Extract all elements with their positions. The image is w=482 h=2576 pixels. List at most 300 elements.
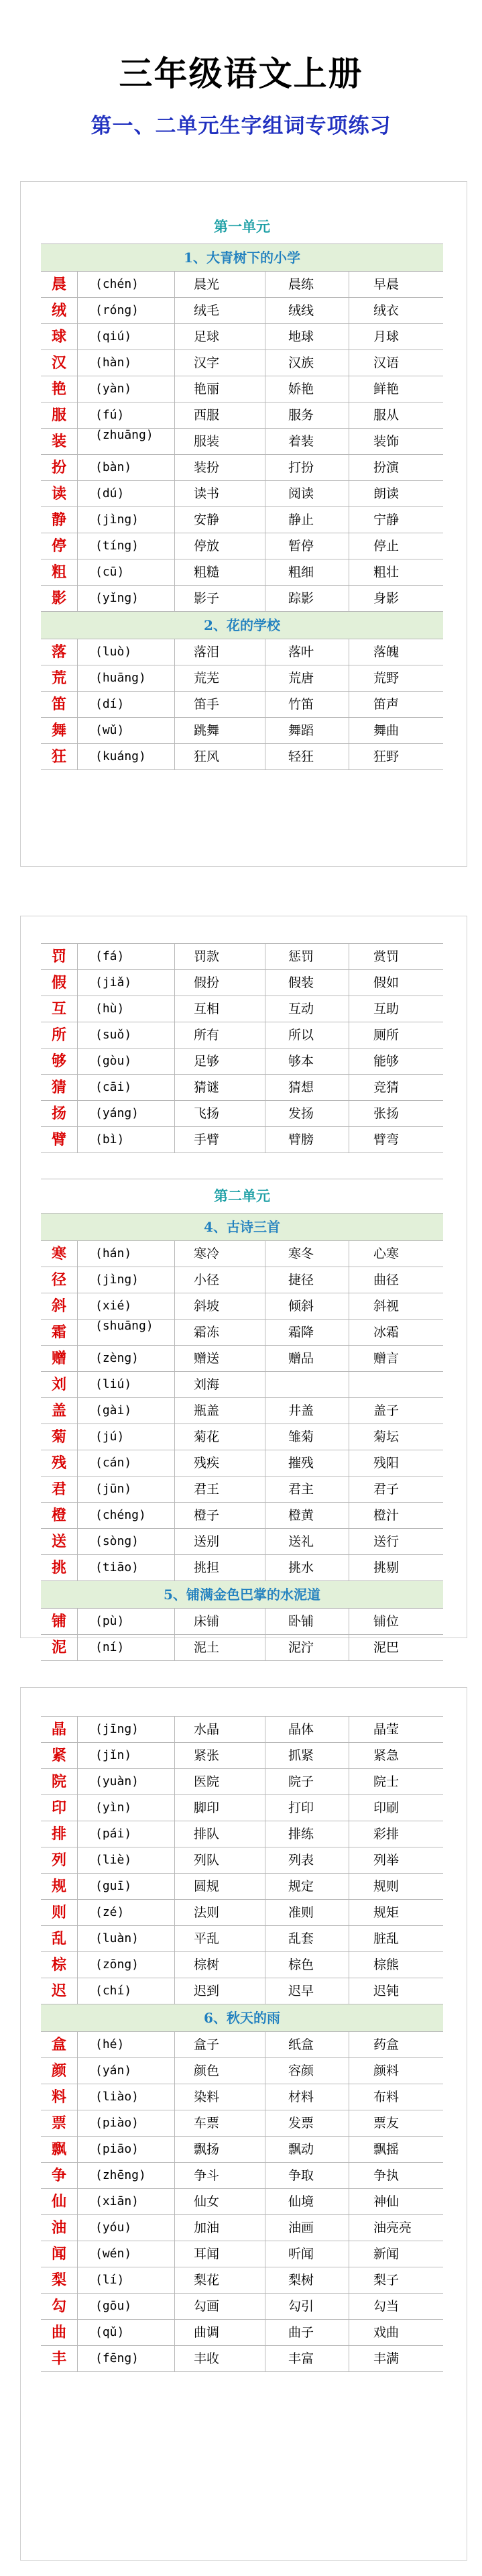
blank-row (41, 1153, 443, 1179)
word-2: 赠品 (265, 1346, 349, 1371)
hanzi-char: 扬 (41, 1101, 78, 1126)
word-1: 耳闻 (175, 2241, 265, 2267)
pinyin: (jīng) (78, 1717, 175, 1742)
hanzi-char: 刘 (41, 1372, 78, 1397)
word-3: 泥巴 (373, 1640, 400, 1655)
hanzi-char: 颜 (41, 2058, 78, 2084)
hanzi-char: 君 (41, 1477, 78, 1502)
hanzi-char: 油 (41, 2215, 78, 2241)
word-3: 鲜艳 (373, 382, 400, 396)
word-1: 车票 (175, 2110, 265, 2136)
word-1: 手臂 (175, 1127, 265, 1152)
word-2: 听闻 (265, 2241, 349, 2267)
word-2: 仙境 (265, 2189, 349, 2214)
vocab-row (41, 2215, 443, 2241)
word-2: 地球 (265, 324, 349, 350)
pinyin: (hàn) (78, 350, 175, 376)
hanzi-char: 够 (41, 1049, 78, 1074)
word-2: 暂停 (265, 533, 349, 559)
vocab-row (41, 324, 443, 350)
word-2: 粗细 (265, 559, 349, 585)
hanzi-char: 绒 (41, 298, 78, 323)
vocab-row (41, 559, 443, 586)
vocab-row (41, 1450, 443, 1477)
word-1: 艳丽 (175, 376, 265, 402)
word-3: 扮演 (373, 460, 400, 475)
pinyin: (suǒ) (78, 1022, 175, 1048)
hanzi-char: 笛 (41, 692, 78, 717)
word-3: 菊坛 (373, 1430, 400, 1444)
vocab-row (41, 481, 443, 507)
vocab-row (41, 1821, 443, 1847)
pinyin: (qiú) (78, 324, 175, 350)
pinyin: (huāng) (78, 665, 175, 691)
hanzi-char: 扮 (41, 455, 78, 480)
word-1: 瓶盖 (175, 1398, 265, 1424)
lesson-heading: 5、铺满金色巴掌的水泥道 (41, 1581, 443, 1609)
vocab-row (41, 2241, 443, 2267)
word-3: 印刷 (373, 1801, 400, 1815)
hanzi-char: 所 (41, 1022, 78, 1048)
word-3 (349, 1372, 443, 1397)
word-2: 静止 (265, 507, 349, 533)
vocab-row (41, 376, 443, 402)
pinyin: (jìng) (78, 1267, 175, 1293)
word-3: 票友 (373, 2116, 400, 2131)
word-1: 迟到 (175, 1978, 265, 2004)
word-1: 足球 (175, 324, 265, 350)
pinyin: (zhuāng) (78, 429, 175, 454)
pinyin: (piào) (78, 2110, 175, 2136)
word-3: 挑剔 (373, 1560, 400, 1575)
vocab-row (41, 1555, 443, 1581)
word-2: 所以 (265, 1022, 349, 1048)
word-1: 曲调 (175, 2320, 265, 2345)
pinyin: (yáng) (78, 1101, 175, 1126)
vocab-row (41, 2346, 443, 2372)
word-3: 竞猜 (373, 1080, 400, 1095)
word-2: 曲子 (265, 2320, 349, 2345)
hanzi-char: 盖 (41, 1398, 78, 1424)
hanzi-char: 印 (41, 1795, 78, 1821)
word-1: 送别 (175, 1529, 265, 1554)
word-3: 互助 (373, 1002, 400, 1016)
word-1: 加油 (175, 2215, 265, 2241)
word-3: 布料 (373, 2090, 400, 2104)
word-3: 丰满 (373, 2351, 400, 2366)
word-2: 寒冬 (265, 1241, 349, 1267)
word-2: 晶体 (265, 1717, 349, 1742)
word-2: 娇艳 (265, 376, 349, 402)
pinyin: (bàn) (78, 455, 175, 480)
word-1: 仙女 (175, 2189, 265, 2214)
word-3: 争执 (373, 2168, 400, 2183)
word-2: 迟早 (265, 1978, 349, 2004)
pinyin: (xiān) (78, 2189, 175, 2214)
pinyin: (wǔ) (78, 718, 175, 743)
vocab-row (41, 586, 443, 612)
pinyin: (liào) (78, 2084, 175, 2110)
hanzi-char: 丰 (41, 2346, 78, 2371)
word-3: 服从 (373, 408, 400, 423)
lesson-heading: 6、秋天的雨 (41, 2004, 443, 2032)
vocab-row (41, 1847, 443, 1874)
hanzi-char: 假 (41, 970, 78, 996)
word-2: 丰富 (265, 2346, 349, 2371)
word-3: 臂弯 (373, 1132, 400, 1147)
vocab-row (41, 1398, 443, 1424)
word-2: 院子 (265, 1769, 349, 1794)
word-1: 紧张 (175, 1743, 265, 1768)
word-2: 轻狂 (265, 744, 349, 769)
word-2: 挑水 (265, 1555, 349, 1580)
hanzi-char: 影 (41, 586, 78, 611)
word-1: 西服 (175, 402, 265, 428)
word-2: 着装 (265, 429, 349, 454)
vocab-row (41, 692, 443, 718)
vocab-row (41, 744, 443, 770)
vocab-row (41, 996, 443, 1022)
vocab-row (41, 1716, 443, 1743)
word-1: 勾画 (175, 2294, 265, 2319)
word-2: 容颜 (265, 2058, 349, 2084)
pinyin: (tíng) (78, 533, 175, 559)
word-3: 张扬 (373, 1106, 400, 1121)
pinyin: (dú) (78, 481, 175, 506)
word-1: 医院 (175, 1769, 265, 1794)
word-1: 罚款 (175, 944, 265, 969)
word-2: 踪影 (265, 586, 349, 611)
hanzi-char: 铺 (41, 1609, 78, 1634)
word-3: 笛声 (373, 697, 400, 712)
vocab-row (41, 2189, 443, 2215)
vocab-row (41, 1127, 443, 1153)
pinyin: (róng) (78, 298, 175, 323)
word-3: 迟钝 (373, 1984, 400, 1998)
pinyin: (kuáng) (78, 744, 175, 769)
word-3: 脏乱 (373, 1931, 400, 1946)
word-1: 橙子 (175, 1503, 265, 1528)
hanzi-char: 粗 (41, 559, 78, 585)
word-1: 残疾 (175, 1450, 265, 1476)
pinyin: (gài) (78, 1398, 175, 1424)
vocab-row (41, 1609, 443, 1635)
hanzi-char: 迟 (41, 1978, 78, 2004)
pinyin: (yóu) (78, 2215, 175, 2241)
vocab-row (41, 533, 443, 559)
word-3: 紧急 (373, 1748, 400, 1763)
word-3: 粗壮 (373, 565, 400, 580)
word-1: 盒子 (175, 2032, 265, 2057)
word-3: 宁静 (373, 513, 400, 527)
hanzi-char: 争 (41, 2163, 78, 2188)
unit-heading: 第一单元 (41, 210, 443, 244)
pinyin: (sòng) (78, 1529, 175, 1554)
hanzi-char: 斜 (41, 1293, 78, 1319)
word-1: 挑担 (175, 1555, 265, 1580)
word-3: 狂野 (373, 749, 400, 764)
vocab-row (41, 2110, 443, 2137)
pinyin: (fá) (78, 944, 175, 969)
vocab-row (41, 2084, 443, 2110)
hanzi-char: 赠 (41, 1346, 78, 1371)
word-3: 彩排 (373, 1827, 400, 1841)
vocab-row (41, 1529, 443, 1555)
word-1: 斜坡 (175, 1293, 265, 1319)
word-2: 绒线 (265, 298, 349, 323)
hanzi-char: 猜 (41, 1075, 78, 1100)
hanzi-char: 泥 (41, 1635, 78, 1660)
word-1: 停放 (175, 533, 265, 559)
pinyin: (luàn) (78, 1926, 175, 1951)
vocab-row (41, 2294, 443, 2320)
hanzi-char: 盒 (41, 2032, 78, 2057)
word-3: 送行 (373, 1534, 400, 1549)
pinyin: (hé) (78, 2032, 175, 2057)
word-3: 规则 (373, 1879, 400, 1894)
vocab-row (41, 429, 443, 455)
word-3: 勾当 (373, 2299, 400, 2314)
word-3: 能够 (373, 1054, 400, 1069)
word-3: 油亮亮 (373, 2220, 412, 2235)
hanzi-char: 服 (41, 402, 78, 428)
hanzi-char: 棕 (41, 1952, 78, 1978)
word-1: 君王 (175, 1477, 265, 1502)
hanzi-char: 乱 (41, 1926, 78, 1951)
word-3: 假如 (373, 975, 400, 990)
hanzi-char: 勾 (41, 2294, 78, 2319)
word-3: 院士 (373, 1774, 400, 1789)
word-1: 汉字 (175, 350, 265, 376)
hanzi-char: 球 (41, 324, 78, 350)
vocab-table-3 (41, 1716, 443, 2372)
vocab-row (41, 2058, 443, 2084)
word-2: 泥泞 (265, 1635, 349, 1660)
word-2: 送礼 (265, 1529, 349, 1554)
vocab-row (41, 1952, 443, 1978)
hanzi-char: 橙 (41, 1503, 78, 1528)
pinyin: (chéng) (78, 1503, 175, 1528)
word-2: 抓紧 (265, 1743, 349, 1768)
word-1: 跳舞 (175, 718, 265, 743)
pinyin: (zhēng) (78, 2163, 175, 2188)
vocab-row (41, 455, 443, 481)
word-1: 争斗 (175, 2163, 265, 2188)
hanzi-char: 晶 (41, 1717, 78, 1742)
pinyin: (chén) (78, 272, 175, 297)
worksheet-page-3 (20, 1687, 467, 2561)
word-3: 晶莹 (373, 1722, 400, 1737)
hanzi-char: 罚 (41, 944, 78, 969)
vocab-row (41, 2163, 443, 2189)
vocab-row (41, 402, 443, 429)
hanzi-char: 晨 (41, 272, 78, 297)
hanzi-char: 径 (41, 1267, 78, 1293)
word-1: 棕树 (175, 1952, 265, 1978)
word-1: 笛手 (175, 692, 265, 717)
vocab-row (41, 1503, 443, 1529)
vocab-row (41, 1372, 443, 1398)
word-3: 厕所 (373, 1028, 400, 1042)
vocab-row (41, 718, 443, 744)
word-2: 橙黄 (265, 1503, 349, 1528)
lesson-heading: 2、花的学校 (41, 612, 443, 639)
vocab-row (41, 1978, 443, 2004)
word-3: 舞曲 (373, 723, 400, 738)
word-3: 飘摇 (373, 2142, 400, 2157)
word-2: 竹笛 (265, 692, 349, 717)
vocab-row (41, 1477, 443, 1503)
word-3: 橙汁 (373, 1508, 400, 1523)
word-3: 残阳 (373, 1456, 400, 1470)
pinyin: (yuàn) (78, 1769, 175, 1794)
hanzi-char: 装 (41, 429, 78, 454)
word-2: 纸盒 (265, 2032, 349, 2057)
vocab-row (41, 1320, 443, 1346)
vocab-row (41, 272, 443, 298)
word-1: 菊花 (175, 1424, 265, 1450)
word-1: 绒毛 (175, 298, 265, 323)
word-1: 狂风 (175, 744, 265, 769)
word-2: 打扮 (265, 455, 349, 480)
word-3: 朗读 (373, 486, 400, 501)
word-1: 颜色 (175, 2058, 265, 2084)
word-3: 停止 (373, 539, 400, 553)
pinyin: (ní) (78, 1635, 175, 1660)
word-2: 臂膀 (265, 1127, 349, 1152)
vocab-table-1 (41, 210, 443, 770)
word-3: 君子 (373, 1482, 400, 1497)
hanzi-char: 院 (41, 1769, 78, 1794)
word-3: 汉语 (373, 356, 400, 370)
pinyin: (jìng) (78, 507, 175, 533)
word-3: 荒野 (373, 671, 400, 686)
word-3: 早晨 (373, 277, 400, 292)
word-1: 平乱 (175, 1926, 265, 1951)
pinyin: (gōu) (78, 2294, 175, 2319)
pinyin: (jiǎ) (78, 970, 175, 996)
page-title: 三年级语文上册 (119, 54, 363, 93)
pinyin: (yàn) (78, 376, 175, 402)
vocab-row (41, 2320, 443, 2346)
word-1: 圆规 (175, 1874, 265, 1899)
word-1: 互相 (175, 996, 265, 1022)
word-3: 盖子 (373, 1403, 400, 1418)
hanzi-char: 料 (41, 2084, 78, 2110)
word-1: 水晶 (175, 1717, 265, 1742)
pinyin: (shuāng) (78, 1320, 175, 1345)
word-1: 泥土 (175, 1635, 265, 1660)
hanzi-char: 飘 (41, 2137, 78, 2162)
unit-heading: 第二单元 (41, 1179, 443, 1214)
hanzi-char: 读 (41, 481, 78, 506)
pinyin: (fú) (78, 402, 175, 428)
word-3: 新闻 (373, 2247, 400, 2261)
hanzi-char: 荒 (41, 665, 78, 691)
worksheet-page-2 (20, 916, 467, 1656)
word-3: 神仙 (373, 2194, 400, 2209)
worksheet-page-1 (20, 181, 467, 867)
word-2: 落叶 (265, 639, 349, 665)
pinyin: (pù) (78, 1609, 175, 1634)
pinyin: (cū) (78, 559, 175, 585)
hanzi-char: 静 (41, 507, 78, 533)
word-3: 装饰 (373, 434, 400, 449)
word-2: 争取 (265, 2163, 349, 2188)
hanzi-char: 曲 (41, 2320, 78, 2345)
word-2: 油画 (265, 2215, 349, 2241)
word-1: 列队 (175, 1847, 265, 1873)
pinyin: (zōng) (78, 1952, 175, 1978)
word-1: 装扮 (175, 455, 265, 480)
word-1: 读书 (175, 481, 265, 506)
word-3: 列举 (373, 1853, 400, 1868)
hanzi-char: 仙 (41, 2189, 78, 2214)
word-3: 规矩 (373, 1905, 400, 1920)
hanzi-char: 汉 (41, 350, 78, 376)
vocab-row (41, 2267, 443, 2294)
pinyin: (hù) (78, 996, 175, 1022)
word-2: 材料 (265, 2084, 349, 2110)
word-2 (265, 1372, 349, 1397)
lesson-heading: 1、大青树下的小学 (41, 244, 443, 272)
pinyin: (pái) (78, 1821, 175, 1847)
word-1: 丰收 (175, 2346, 265, 2371)
word-2: 惩罚 (265, 944, 349, 969)
vocab-row (41, 943, 443, 970)
word-1: 排队 (175, 1821, 265, 1847)
word-1: 寒冷 (175, 1241, 265, 1267)
word-3: 斜视 (373, 1299, 400, 1313)
word-2: 飘动 (265, 2137, 349, 2162)
word-1: 霜冻 (175, 1320, 265, 1345)
hanzi-char: 挑 (41, 1555, 78, 1580)
vocab-row (41, 2032, 443, 2058)
word-3: 月球 (373, 329, 400, 344)
word-2: 井盖 (265, 1398, 349, 1424)
pinyin: (tiāo) (78, 1555, 175, 1580)
vocab-row (41, 1900, 443, 1926)
hanzi-char: 排 (41, 1821, 78, 1847)
hanzi-char: 票 (41, 2110, 78, 2136)
word-2: 服务 (265, 402, 349, 428)
vocab-row (41, 1635, 443, 1661)
word-2: 发扬 (265, 1101, 349, 1126)
word-2: 乱套 (265, 1926, 349, 1951)
hanzi-char: 落 (41, 639, 78, 665)
word-1: 猜谜 (175, 1075, 265, 1100)
word-2: 捷径 (265, 1267, 349, 1293)
word-3: 曲径 (373, 1273, 400, 1287)
pinyin: (chí) (78, 1978, 175, 2004)
hanzi-char: 臂 (41, 1127, 78, 1152)
word-3: 身影 (373, 591, 400, 606)
word-3: 铺位 (373, 1614, 400, 1629)
word-2: 互动 (265, 996, 349, 1022)
hanzi-char: 闻 (41, 2241, 78, 2267)
word-1: 落泪 (175, 639, 265, 665)
word-2: 列表 (265, 1847, 349, 1873)
vocab-row (41, 350, 443, 376)
pinyin: (zé) (78, 1900, 175, 1925)
hanzi-char: 寒 (41, 1241, 78, 1267)
word-1: 飞扬 (175, 1101, 265, 1126)
word-2: 排练 (265, 1821, 349, 1847)
pinyin: (yǐng) (78, 586, 175, 611)
vocab-row (41, 1075, 443, 1101)
word-1: 小径 (175, 1267, 265, 1293)
hanzi-char: 菊 (41, 1424, 78, 1450)
